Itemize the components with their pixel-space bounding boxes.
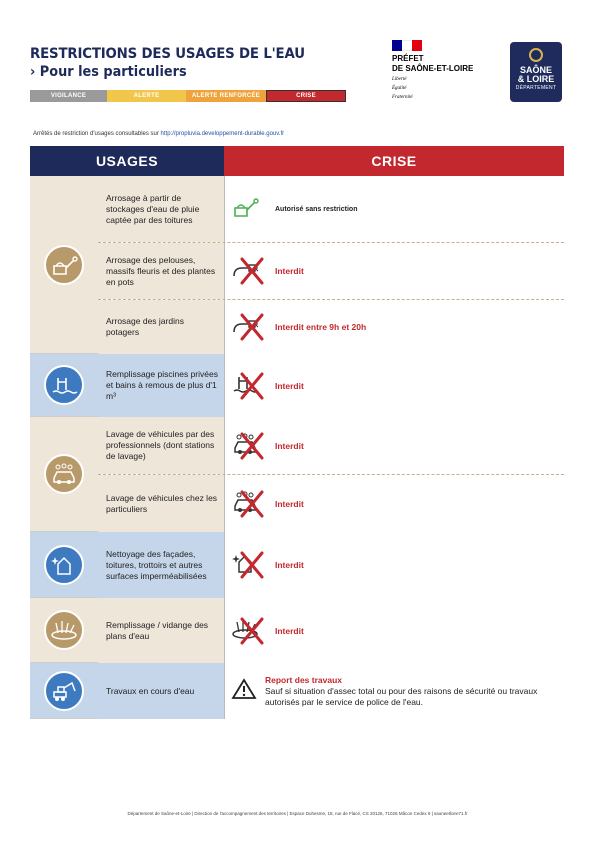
level-vigilance: VIGILANCE	[30, 90, 107, 102]
car-wash-icon	[44, 454, 84, 494]
usage-group	[30, 532, 564, 598]
marianne-flag-icon	[392, 40, 422, 51]
decree-note	[33, 131, 284, 137]
table-row	[98, 300, 564, 354]
warning-icon	[231, 678, 257, 704]
status-title: Report des travaux	[265, 674, 342, 685]
status-label: Interdit	[275, 498, 304, 509]
group-icon-cell	[30, 532, 98, 597]
table-body	[30, 176, 564, 719]
car-wash-icon	[231, 491, 267, 517]
usage-cell	[98, 663, 224, 719]
page-title: RESTRICTIONS DES USAGES DE L'EAU	[30, 46, 305, 62]
status-label: Interdit	[275, 560, 304, 570]
status-label: Interdit	[275, 380, 304, 391]
usage-cell	[98, 417, 224, 474]
group-icon-cell	[30, 598, 98, 662]
forbidden-cross-icon	[239, 256, 265, 286]
pond-icon	[44, 610, 84, 650]
usage-group	[30, 354, 564, 417]
dept-line3: DÉPARTEMENT	[515, 85, 557, 91]
watering-can-icon	[44, 245, 84, 285]
crise-cell	[224, 300, 564, 354]
crise-cell	[224, 532, 564, 598]
facade-cleaning-icon	[44, 545, 84, 585]
usage-group	[30, 417, 564, 532]
table-row	[98, 176, 564, 243]
table-header	[30, 146, 564, 176]
decree-text: Arrêtés de restriction d'usages consultables sur	[33, 131, 159, 137]
forbidden-cross-icon	[239, 489, 265, 519]
group-icon-cell	[30, 417, 98, 531]
table-row	[98, 417, 564, 475]
propluvia-link[interactable]: http://propluvia.developpement-durable.gouv.fr	[160, 131, 285, 137]
status-label: Interdit entre 9h et 20h	[275, 322, 367, 332]
travaux-status	[265, 675, 564, 708]
crise-cell	[224, 598, 564, 663]
col-crise: CRISE	[224, 146, 564, 176]
col-usages: USAGES	[30, 146, 224, 176]
usage-label: Arrosage des jardins potagers	[106, 316, 184, 337]
group-icon-cell	[30, 354, 98, 416]
crise-cell	[224, 417, 564, 474]
alert-levels	[30, 90, 346, 102]
crise-cell	[224, 176, 564, 242]
dept-line1: SAÔNE	[519, 65, 552, 75]
dept-line2: & LOIRE	[517, 74, 555, 84]
pond-icon	[231, 618, 267, 644]
prefet-line1: PRÉFET	[392, 54, 424, 63]
usage-cell	[98, 243, 224, 299]
level-crise: CRISE	[266, 90, 346, 102]
crise-cell	[224, 354, 564, 417]
forbidden-cross-icon	[239, 550, 265, 580]
facade-cleaning-icon	[231, 552, 267, 578]
prefet-logo	[392, 40, 502, 101]
hose-icon	[231, 314, 267, 340]
header	[30, 46, 350, 80]
usage-label: Remplissage piscines privées et bains à remous de plus d'1 m³	[106, 369, 218, 401]
status-detail: Sauf si situation d'assec total ou pour des raisons de sécurité ou travaux autorisés par le service de police de l'eau.	[265, 685, 538, 707]
usage-cell	[98, 176, 224, 242]
motto-2: Égalité	[392, 86, 407, 91]
usage-cell	[98, 300, 224, 354]
hose-icon	[231, 258, 267, 284]
usage-cell	[98, 354, 224, 417]
usage-label: Travaux en cours d'eau	[106, 685, 195, 696]
table-row	[98, 598, 564, 663]
department-emblem-icon	[529, 48, 543, 62]
table-row	[98, 475, 564, 532]
group-icon-cell	[30, 176, 98, 353]
watering-can-icon	[231, 196, 267, 222]
usage-group	[30, 663, 564, 719]
pool-icon	[44, 365, 84, 405]
table-row	[98, 663, 564, 719]
usage-cell	[98, 532, 224, 598]
level-alerte-renforcee: ALERTE RENFORCÉE	[186, 90, 266, 102]
motto-3: Fraternité	[392, 95, 413, 100]
footer: Département de Saône-et-Loire | Direction de l'accompagnement des territoires | Espace Duhesme, 18, rue de Flacé, CS 20126, 71026 Mâcon Cedex 9 | saoneetloire71.fr	[127, 811, 468, 816]
page-subtitle: › Pour les particuliers	[30, 64, 187, 80]
forbidden-cross-icon	[239, 431, 265, 461]
level-alerte: ALERTE	[107, 90, 186, 102]
usage-cell	[98, 598, 224, 663]
usage-label: Arrosage des pelouses, massifs fleuris et des plantes en pots	[106, 254, 216, 287]
usage-label: Lavage de véhicules chez les particuliers	[106, 492, 218, 514]
usage-label: Lavage de véhicules par des professionnels (dont stations de lavage)	[106, 429, 215, 461]
usage-label: Arrosage à partir de stockages d'eau de pluie captée par des toitures	[106, 192, 200, 225]
status-label: Interdit	[275, 266, 304, 276]
status-label: Interdit	[275, 440, 304, 451]
table-row	[98, 532, 564, 598]
usage-label: Nettoyage des façades, toitures, trottoirs et autres surfaces imperméabilisées	[106, 548, 207, 581]
usage-label: Remplissage / vidange des plans d'eau	[106, 619, 209, 641]
motto-1: Liberté	[392, 77, 407, 82]
usage-group	[30, 176, 564, 354]
excavator-icon	[44, 671, 84, 711]
group-icon-cell	[30, 663, 98, 718]
forbidden-cross-icon	[239, 371, 265, 401]
crise-cell	[224, 243, 564, 299]
restrictions-table	[30, 146, 564, 719]
status-label: Autorisé sans restriction	[275, 205, 358, 213]
car-wash-icon	[231, 433, 267, 459]
department-logo	[510, 42, 562, 102]
usage-group	[30, 598, 564, 663]
usage-cell	[98, 475, 224, 532]
forbidden-cross-icon	[239, 616, 265, 646]
prefet-line2: DE SAÔNE-ET-LOIRE	[392, 64, 474, 73]
crise-cell	[224, 663, 564, 719]
table-row	[98, 354, 564, 417]
status-label: Interdit	[275, 625, 304, 636]
forbidden-cross-icon	[239, 312, 265, 342]
pool-icon	[231, 373, 267, 399]
table-row	[98, 243, 564, 300]
crise-cell	[224, 475, 564, 532]
